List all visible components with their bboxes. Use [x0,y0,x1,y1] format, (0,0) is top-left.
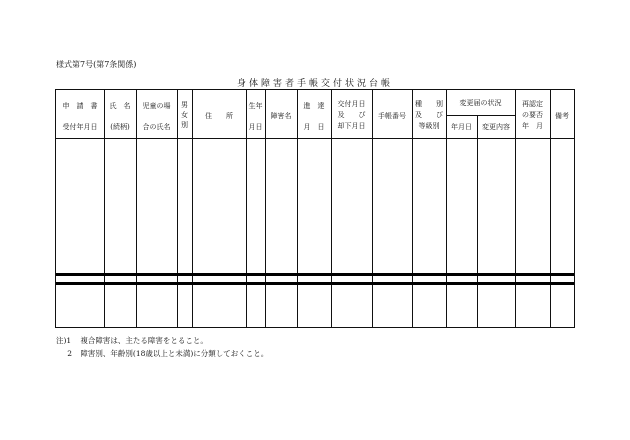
thick-separator [56,282,574,285]
header-seinen-top: 生年 [248,102,263,110]
header-shimei-top: 氏 名 [109,102,131,110]
header-danjo-2: 女 [181,111,188,119]
ledger-table [55,89,575,328]
header-danjo-1: 男 [181,101,188,109]
notes [56,334,268,360]
note-number: 注)1 [56,336,72,345]
header-shimei-bottom: (続柄) [110,123,130,131]
header-koufu-1: 交付月日 [337,100,366,108]
col-line [192,90,193,327]
header-techou: 手帳番号 [378,112,406,120]
header-henkou-content: 変更内容 [482,123,510,131]
note-item [56,334,268,347]
header-jusho: 住 所 [205,112,233,120]
col-line [265,90,266,327]
header-shintatsu-bottom: 月 日 [303,123,325,131]
thick-separator [56,273,574,276]
note-number: 2 [67,349,72,358]
header-seinen-bottom: 月日 [248,123,263,131]
header-shubetsu-3: 等級別 [418,122,440,130]
header-danjo-3: 別 [181,121,188,129]
header-sainintei-3: 年 月 [522,122,543,130]
col-line [550,90,551,327]
header-shubetsu-1: 種 別 [415,100,443,108]
note-item [56,347,268,360]
document-title: 身体障害者手帳交付状況台帳 [236,79,393,89]
header-bikou: 備考 [555,112,569,120]
header-shubetsu-2: 及 び [415,111,443,119]
form-number-label: 様式第7号(第7条関係) [56,60,137,69]
note-text: 複合障害は、主たる障害をとること。 [80,336,208,345]
header-jidou-top: 児童の場 [142,102,171,110]
header-koufu-2: 及 び [337,111,366,119]
header-shinsei-top: 申 請 書 [62,102,98,110]
header-sainintei-2: の要否 [522,111,543,119]
henkou-subdivider [446,115,515,116]
header-shougai: 障害名 [270,112,292,120]
header-henkou-date: 年月日 [451,123,472,131]
header-koufu-3: 却下月日 [337,122,366,130]
header-jidou-bottom: 合の氏名 [142,123,171,131]
col-line [477,115,478,327]
col-line [372,90,373,327]
header-henkou: 変更届の状況 [459,99,502,107]
header-shinsei-bottom: 受付年月日 [62,123,98,131]
header-sainintei-1: 再認定 [522,100,543,108]
header-shintatsu-top: 進 達 [303,102,325,110]
note-text: 障害別、年齢別(18歳以上と未満)に分類しておくこと。 [80,349,269,358]
header-divider [56,138,574,139]
